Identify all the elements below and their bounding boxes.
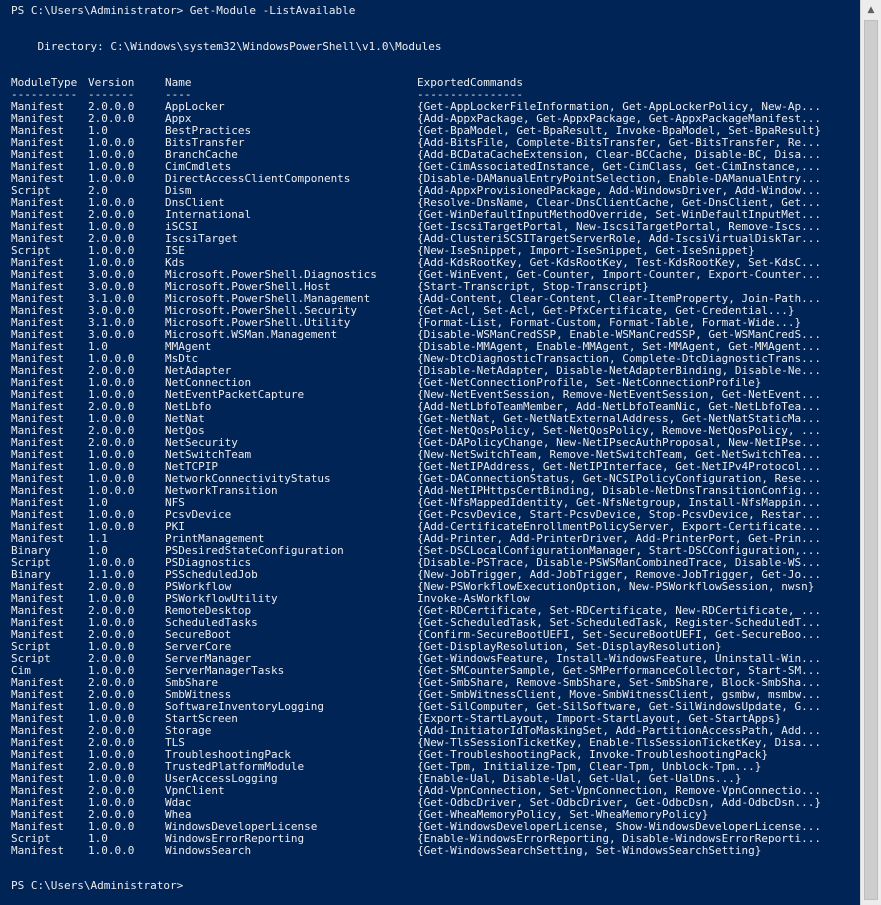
exported-commands-cell: {Get-NetQosPolicy, Set-NetQosPolicy, Remove-NetQosPolicy, ... (417, 424, 821, 437)
module-name-cell: Appx (165, 112, 192, 125)
module-name-cell: MMAgent (165, 340, 212, 353)
module-type-cell: Script (11, 652, 51, 665)
module-type-cell: Manifest (11, 748, 64, 761)
version-cell: 2.0.0.0 (88, 736, 135, 749)
module-type-cell: Manifest (11, 508, 64, 521)
exported-commands-cell: {Start-Transcript, Stop-Transcript} (417, 280, 649, 293)
module-type-cell: Manifest (11, 796, 64, 809)
version-cell: 1.0.0.0 (88, 388, 135, 401)
module-type-cell: Manifest (11, 616, 64, 629)
version-cell: 1.0.0.0 (88, 352, 135, 365)
module-name-cell: ISE (165, 244, 185, 257)
module-type-cell: Manifest (11, 736, 64, 749)
version-cell: 1.0.0.0 (88, 640, 135, 653)
version-cell: 1.0.0.0 (88, 520, 135, 533)
module-type-cell: Manifest (11, 448, 64, 461)
module-name-cell: NetNat (165, 412, 205, 425)
exported-commands-cell: {New-PSWorkflowExecutionOption, New-PSWorkflowSession, nwsn} (417, 580, 815, 593)
exported-commands-cell: {Add-AppxPackage, Get-AppxPackage, Get-AppxPackageManifest... (417, 112, 821, 125)
version-cell: 1.0.0.0 (88, 448, 135, 461)
version-cell: 1.0.0.0 (88, 616, 135, 629)
module-name-cell: WindowsErrorReporting (165, 832, 305, 845)
module-type-cell: Cim (11, 664, 31, 677)
version-cell: 3.0.0.0 (88, 328, 135, 341)
version-cell: 1.0.0.0 (88, 256, 135, 269)
exported-commands-cell: {Get-RDCertificate, Set-RDCertificate, New-RDCertificate, ... (417, 604, 821, 617)
version-cell: 1.0.0.0 (88, 820, 135, 833)
module-type-cell: Manifest (11, 112, 64, 125)
module-name-cell: Microsoft.PowerShell.Host (165, 280, 331, 293)
version-cell: 1.0.0.0 (88, 700, 135, 713)
version-cell: 1.0.0.0 (88, 472, 135, 485)
module-type-cell: Manifest (11, 460, 64, 473)
module-name-cell: VpnClient (165, 784, 225, 797)
directory-line: Directory: C:\Windows\system32\WindowsPowerShell\v1.0\Modules (11, 40, 442, 53)
version-cell: 1.1 (88, 532, 108, 545)
module-type-cell: Manifest (11, 388, 64, 401)
exported-commands-cell: {New-NetSwitchTeam, Remove-NetSwitchTeam, Get-NetSwitchTea... (417, 448, 821, 461)
module-name-cell: Whea (165, 808, 192, 821)
version-cell: 1.0.0.0 (88, 172, 135, 185)
exported-commands-cell: {Get-PcsvDevice, Start-PcsvDevice, Stop-PcsvDevice, Restar... (417, 508, 821, 521)
scroll-up-arrow-icon[interactable]: ▲ (867, 5, 875, 15)
module-type-cell: Manifest (11, 376, 64, 389)
exported-commands-cell: {Get-SilComputer, Get-SilSoftware, Get-SilWindowsUpdate, G... (417, 700, 821, 713)
version-cell: 3.0.0.0 (88, 280, 135, 293)
exported-commands-cell: {New-NetEventSession, Remove-NetEventSession, Get-NetEvent... (417, 388, 821, 401)
exported-commands-cell: {Disable-WSManCredSSP, Enable-WSManCredSSP, Get-WSManCredS... (417, 328, 821, 341)
version-cell: 1.0 (88, 832, 108, 845)
exported-commands-cell: {Get-SmbShare, Remove-SmbShare, Set-SmbShare, Block-SmbSha... (417, 676, 821, 689)
version-cell: 1.0.0.0 (88, 508, 135, 521)
exported-commands-cell: {Confirm-SecureBootUEFI, Set-SecureBootUEFI, Get-SecureBoo... (417, 628, 821, 641)
module-name-cell: Dism (165, 184, 192, 197)
module-type-cell: Manifest (11, 712, 64, 725)
exported-commands-cell: {Get-NfsMappedIdentity, Get-NfsNetgroup, Install-NfsMappin... (417, 496, 821, 509)
module-type-cell: Script (11, 244, 51, 257)
version-cell: 1.0 (88, 340, 108, 353)
module-name-cell: ServerCore (165, 640, 232, 653)
header-exportedcommands: ExportedCommands (417, 76, 523, 89)
module-name-cell: PSScheduledJob (165, 568, 258, 581)
final-prompt-line: PS C:\Users\Administrator> (11, 879, 190, 892)
module-type-cell: Manifest (11, 232, 64, 245)
exported-commands-cell: {Disable-PSTrace, Disable-PSWSManCombinedTrace, Disable-WS... (417, 556, 821, 569)
version-cell: 2.0.0.0 (88, 784, 135, 797)
version-cell: 1.0.0.0 (88, 136, 135, 149)
exported-commands-cell: {New-TlsSessionTicketKey, Enable-TlsSessionTicketKey, Disa... (417, 736, 821, 749)
module-name-cell: BitsTransfer (165, 136, 245, 149)
exported-commands-cell: {Get-WinDefaultInputMethodOverride, Set-WinDefaultInputMet... (417, 208, 821, 221)
module-name-cell: TroubleshootingPack (165, 748, 291, 761)
version-cell: 1.0.0.0 (88, 664, 135, 677)
version-cell: 2.0.0.0 (88, 100, 135, 113)
version-cell: 2.0.0.0 (88, 604, 135, 617)
module-name-cell: MsDtc (165, 352, 199, 365)
version-cell: 1.0.0.0 (88, 484, 135, 497)
underline-version: ------- (88, 88, 135, 101)
module-name-cell: PKI (165, 520, 185, 533)
version-cell: 3.1.0.0 (88, 316, 135, 329)
exported-commands-cell: {Get-WinEvent, Get-Counter, Import-Counter, Export-Counter... (417, 268, 821, 281)
module-type-cell: Manifest (11, 364, 64, 377)
exported-commands-cell: {Add-KdsRootKey, Get-KdsRootKey, Test-KdsRootKey, Set-KdsC... (417, 256, 821, 269)
exported-commands-cell: {Get-Acl, Set-Acl, Get-PfxCertificate, Get-Credential...} (417, 304, 795, 317)
version-cell: 2.0.0.0 (88, 436, 135, 449)
version-cell: 1.0.0.0 (88, 160, 135, 173)
exported-commands-cell: {Disable-NetAdapter, Disable-NetAdapterBinding, Disable-Ne... (417, 364, 821, 377)
version-cell: 1.0.0.0 (88, 592, 135, 605)
module-type-cell: Script (11, 640, 51, 653)
command-prompt-line: PS C:\Users\Administrator> Get-Module -ListAvailable (11, 4, 356, 17)
module-type-cell: Manifest (11, 412, 64, 425)
version-cell: 1.1.0.0 (88, 568, 135, 581)
module-type-cell: Manifest (11, 520, 64, 533)
version-cell: 2.0.0.0 (88, 580, 135, 593)
version-cell: 2.0.0.0 (88, 724, 135, 737)
version-cell: 2.0.0.0 (88, 208, 135, 221)
version-cell: 1.0.0.0 (88, 796, 135, 809)
module-name-cell: Microsoft.PowerShell.Diagnostics (165, 268, 377, 281)
exported-commands-cell: {Get-TroubleshootingPack, Invoke-TroubleshootingPack} (417, 748, 768, 761)
exported-commands-cell: {Get-SmbWitnessClient, Move-SmbWitnessClient, gsmbw, msmbw... (417, 688, 821, 701)
module-name-cell: NetworkTransition (165, 484, 278, 497)
module-name-cell: PcsvDevice (165, 508, 232, 521)
module-type-cell: Manifest (11, 808, 64, 821)
exported-commands-cell: {Disable-DAManualEntryPointSelection, Enable-DAManualEntry... (417, 172, 821, 185)
module-name-cell: WindowsSearch (165, 844, 252, 857)
module-type-cell: Manifest (11, 196, 64, 209)
module-name-cell: NetSecurity (165, 436, 238, 449)
module-name-cell: NetQos (165, 424, 205, 437)
version-cell: 1.0.0.0 (88, 220, 135, 233)
module-type-cell: Manifest (11, 292, 64, 305)
version-cell: 1.0.0.0 (88, 844, 135, 857)
version-cell: 1.0.0.0 (88, 556, 135, 569)
module-name-cell: Microsoft.PowerShell.Utility (165, 316, 351, 329)
module-type-cell: Manifest (11, 592, 64, 605)
module-type-cell: Manifest (11, 268, 64, 281)
module-type-cell: Manifest (11, 424, 64, 437)
module-name-cell: PSWorkflowUtility (165, 592, 278, 605)
version-cell: 1.0.0.0 (88, 772, 135, 785)
module-type-cell: Manifest (11, 352, 64, 365)
version-cell: 1.0 (88, 124, 108, 137)
module-name-cell: SoftwareInventoryLogging (165, 700, 324, 713)
module-name-cell: Kds (165, 256, 185, 269)
module-name-cell: RemoteDesktop (165, 604, 252, 617)
version-cell: 1.0 (88, 544, 108, 557)
module-name-cell: SmbShare (165, 676, 218, 689)
module-type-cell: Manifest (11, 700, 64, 713)
version-cell: 2.0.0.0 (88, 424, 135, 437)
exported-commands-cell: {Get-NetConnectionProfile, Set-NetConnectionProfile} (417, 376, 762, 389)
module-type-cell: Manifest (11, 148, 64, 161)
exported-commands-cell: {Enable-WindowsErrorReporting, Disable-WindowsErrorReporti... (417, 832, 821, 845)
module-type-cell: Manifest (11, 124, 64, 137)
module-name-cell: PSDesiredStateConfiguration (165, 544, 344, 557)
exported-commands-cell: {Get-DisplayResolution, Set-DisplayResolution} (417, 640, 722, 653)
exported-commands-cell: {Add-NetIPHttpsCertBinding, Disable-NetDnsTransitionConfig... (417, 484, 821, 497)
exported-commands-cell: {Add-AppxProvisionedPackage, Add-WindowsDriver, Add-Window... (417, 184, 821, 197)
exported-commands-cell: {New-IseSnippet, Import-IseSnippet, Get-IseSnippet} (417, 244, 755, 257)
module-name-cell: TLS (165, 736, 185, 749)
module-name-cell: NFS (165, 496, 185, 509)
exported-commands-cell: {Get-DAConnectionStatus, Get-NCSIPolicyConfiguration, Rese... (417, 472, 821, 485)
scrollbar-thumb[interactable] (864, 20, 878, 900)
module-name-cell: IscsiTarget (165, 232, 238, 245)
module-type-cell: Binary (11, 544, 51, 557)
exported-commands-cell: {Add-CertificateEnrollmentPolicyServer, Export-Certificate... (417, 520, 821, 533)
exported-commands-cell: {Add-BitsFile, Complete-BitsTransfer, Get-BitsTransfer, Re... (417, 136, 821, 149)
exported-commands-cell: {Disable-MMAgent, Enable-MMAgent, Set-MMAgent, Get-MMAgent... (417, 340, 821, 353)
exported-commands-cell: {Get-OdbcDriver, Set-OdbcDriver, Get-OdbcDsn, Add-OdbcDsn...} (417, 796, 821, 809)
underline-moduletype: ---------- (11, 88, 84, 101)
module-name-cell: ServerManager (165, 652, 252, 665)
version-cell: 2.0.0.0 (88, 232, 135, 245)
exported-commands-cell: {Resolve-DnsName, Clear-DnsClientCache, Get-DnsClient, Get... (417, 196, 821, 209)
version-cell: 1.0.0.0 (88, 196, 135, 209)
module-name-cell: Microsoft.PowerShell.Security (165, 304, 358, 317)
module-name-cell: WindowsDeveloperLicense (165, 820, 318, 833)
module-name-cell: NetLbfo (165, 400, 212, 413)
version-cell: 2.0.0.0 (88, 400, 135, 413)
exported-commands-cell: {Get-NetIPAddress, Get-NetIPInterface, Get-NetIPv4Protocol... (417, 460, 821, 473)
version-cell: 2.0.0.0 (88, 364, 135, 377)
version-cell: 2.0.0.0 (88, 676, 135, 689)
exported-commands-cell: {Export-StartLayout, Import-StartLayout, Get-StartApps} (417, 712, 782, 725)
exported-commands-cell: {Get-WindowsDeveloperLicense, Show-WindowsDeveloperLicense... (417, 820, 821, 833)
module-type-cell: Manifest (11, 724, 64, 737)
exported-commands-cell: {Get-WindowsSearchSetting, Set-WindowsSearchSetting} (417, 844, 762, 857)
module-name-cell: Wdac (165, 796, 192, 809)
module-name-cell: AppLocker (165, 100, 225, 113)
exported-commands-cell: {Get-Tpm, Initialize-Tpm, Clear-Tpm, Unblock-Tpm...} (417, 760, 762, 773)
exported-commands-cell: {Get-IscsiTargetPortal, New-IscsiTargetPortal, Remove-Iscs... (417, 220, 821, 233)
module-name-cell: NetTCPIP (165, 460, 218, 473)
module-type-cell: Manifest (11, 316, 64, 329)
header-name: Name (165, 76, 192, 89)
module-type-cell: Binary (11, 568, 51, 581)
module-type-cell: Manifest (11, 484, 64, 497)
module-type-cell: Manifest (11, 436, 64, 449)
exported-commands-cell: {New-DtcDiagnosticTransaction, Complete-DtcDiagnosticTrans... (417, 352, 821, 365)
exported-commands-cell: {Format-List, Format-Custom, Format-Table, Format-Wide...} (417, 316, 802, 329)
exported-commands-cell: {Get-WheaMemoryPolicy, Set-WheaMemoryPolicy} (417, 808, 709, 821)
module-type-cell: Manifest (11, 400, 64, 413)
exported-commands-cell: {Get-ScheduledTask, Set-ScheduledTask, Register-ScheduledT... (417, 616, 821, 629)
module-type-cell: Manifest (11, 100, 64, 113)
version-cell: 3.0.0.0 (88, 268, 135, 281)
version-cell: 1.0 (88, 496, 108, 509)
module-name-cell: International (165, 208, 252, 221)
module-name-cell: StartScreen (165, 712, 238, 725)
module-type-cell: Manifest (11, 328, 64, 341)
exported-commands-cell: {Add-InitiatorIdToMaskingSet, Add-PartitionAccessPath, Add... (417, 724, 821, 737)
module-type-cell: Manifest (11, 580, 64, 593)
module-name-cell: Storage (165, 724, 212, 737)
underline-name: ---- (165, 88, 192, 101)
module-type-cell: Manifest (11, 688, 64, 701)
module-type-cell: Manifest (11, 472, 64, 485)
module-name-cell: Microsoft.PowerShell.Management (165, 292, 371, 305)
module-type-cell: Manifest (11, 208, 64, 221)
version-cell: 2.0.0.0 (88, 652, 135, 665)
version-cell: 1.0.0.0 (88, 460, 135, 473)
exported-commands-cell: Invoke-AsWorkflow (417, 592, 530, 605)
module-name-cell: DirectAccessClientComponents (165, 172, 351, 185)
module-type-cell: Manifest (11, 532, 64, 545)
module-name-cell: BranchCache (165, 148, 238, 161)
module-type-cell: Manifest (11, 844, 64, 857)
module-name-cell: NetAdapter (165, 364, 232, 377)
version-cell: 1.0.0.0 (88, 412, 135, 425)
module-type-cell: Manifest (11, 340, 64, 353)
exported-commands-cell: {Add-BCDataCacheExtension, Clear-BCCache, Disable-BC, Disa... (417, 148, 821, 161)
header-moduletype: ModuleType (11, 76, 78, 89)
vertical-scrollbar[interactable] (860, 0, 881, 905)
version-cell: 2.0.0.0 (88, 688, 135, 701)
version-cell: 3.1.0.0 (88, 292, 135, 305)
exported-commands-cell: {Add-Printer, Add-PrinterDriver, Add-PrinterPort, Get-Prin... (417, 532, 821, 545)
module-name-cell: PSDiagnostics (165, 556, 252, 569)
module-type-cell: Manifest (11, 676, 64, 689)
exported-commands-cell: {Set-DSCLocalConfigurationManager, Start-DSCConfiguration,... (417, 544, 821, 557)
module-name-cell: CimCmdlets (165, 160, 232, 173)
version-cell: 1.0.0.0 (88, 244, 135, 257)
module-name-cell: BestPractices (165, 124, 252, 137)
module-name-cell: TrustedPlatformModule (165, 760, 305, 773)
module-type-cell: Manifest (11, 304, 64, 317)
version-cell: 1.0.0.0 (88, 376, 135, 389)
module-name-cell: PSWorkflow (165, 580, 232, 593)
module-name-cell: UserAccessLogging (165, 772, 278, 785)
module-type-cell: Manifest (11, 628, 64, 641)
version-cell: 1.0.0.0 (88, 748, 135, 761)
module-name-cell: NetEventPacketCapture (165, 388, 305, 401)
version-cell: 3.0.0.0 (88, 304, 135, 317)
module-type-cell: Manifest (11, 604, 64, 617)
module-type-cell: Manifest (11, 256, 64, 269)
module-name-cell: ScheduledTasks (165, 616, 258, 629)
module-type-cell: Manifest (11, 760, 64, 773)
module-name-cell: NetConnection (165, 376, 252, 389)
underline-exportedcommands: ---------------- (417, 88, 523, 101)
exported-commands-cell: {Get-CimAssociatedInstance, Get-CimClass, Get-CimInstance,... (417, 160, 821, 173)
module-type-cell: Manifest (11, 820, 64, 833)
module-name-cell: NetworkConnectivityStatus (165, 472, 331, 485)
version-cell: 2.0.0.0 (88, 112, 135, 125)
exported-commands-cell: {Add-VpnConnection, Set-VpnConnection, Remove-VpnConnectio... (417, 784, 821, 797)
exported-commands-cell: {Add-Content, Clear-Content, Clear-ItemProperty, Join-Path... (417, 292, 821, 305)
exported-commands-cell: {Get-BpaModel, Get-BpaResult, Invoke-BpaModel, Set-BpaResult} (417, 124, 821, 137)
module-type-cell: Manifest (11, 280, 64, 293)
module-type-cell: Manifest (11, 172, 64, 185)
exported-commands-cell: {Enable-Ual, Disable-Ual, Get-Ual, Get-UalDns...} (417, 772, 742, 785)
module-type-cell: Manifest (11, 136, 64, 149)
version-cell: 2.0 (88, 184, 108, 197)
version-cell: 2.0.0.0 (88, 628, 135, 641)
module-name-cell: DnsClient (165, 196, 225, 209)
module-type-cell: Manifest (11, 160, 64, 173)
exported-commands-cell: {Get-SMCounterSample, Get-SMPerformanceCollector, Start-SM... (417, 664, 821, 677)
module-name-cell: iSCSI (165, 220, 199, 233)
module-type-cell: Manifest (11, 772, 64, 785)
module-type-cell: Script (11, 556, 51, 569)
module-name-cell: Microsoft.WSMan.Management (165, 328, 338, 341)
header-version: Version (88, 76, 135, 89)
module-name-cell: NetSwitchTeam (165, 448, 252, 461)
module-name-cell: ServerManagerTasks (165, 664, 285, 677)
module-type-cell: Manifest (11, 784, 64, 797)
version-cell: 1.0.0.0 (88, 148, 135, 161)
module-name-cell: SmbWitness (165, 688, 232, 701)
exported-commands-cell: {Add-NetLbfoTeamMember, Add-NetLbfoTeamNic, Get-NetLbfoTea... (417, 400, 821, 413)
exported-commands-cell: {Get-AppLockerFileInformation, Get-AppLockerPolicy, New-Ap... (417, 100, 821, 113)
module-type-cell: Manifest (11, 220, 64, 233)
module-name-cell: PrintManagement (165, 532, 265, 545)
exported-commands-cell: {New-JobTrigger, Add-JobTrigger, Remove-JobTrigger, Get-Jo... (417, 568, 821, 581)
module-type-cell: Script (11, 184, 51, 197)
version-cell: 2.0.0.0 (88, 760, 135, 773)
version-cell: 2.0.0.0 (88, 808, 135, 821)
version-cell: 1.0.0.0 (88, 712, 135, 725)
exported-commands-cell: {Add-ClusteriSCSITargetServerRole, Add-IscsiVirtualDiskTar... (417, 232, 821, 245)
exported-commands-cell: {Get-WindowsFeature, Install-WindowsFeature, Uninstall-Win... (417, 652, 821, 665)
module-type-cell: Script (11, 832, 51, 845)
exported-commands-cell: {Get-DAPolicyChange, New-NetIPsecAuthProposal, New-NetIPse... (417, 436, 821, 449)
exported-commands-cell: {Get-NetNat, Get-NetNatExternalAddress, Get-NetNatStaticMa... (417, 412, 821, 425)
module-type-cell: Manifest (11, 496, 64, 509)
module-name-cell: SecureBoot (165, 628, 232, 641)
